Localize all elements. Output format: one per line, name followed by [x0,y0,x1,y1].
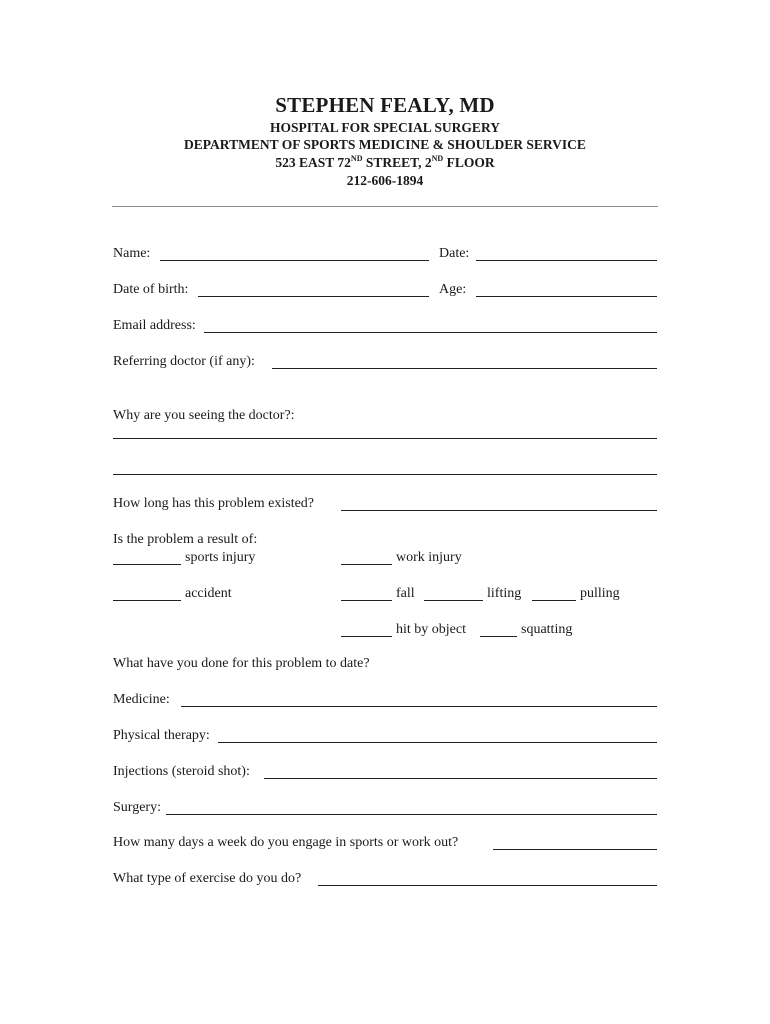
email-field[interactable] [204,332,657,333]
hit-by-object-label: hit by object [396,622,466,637]
exercise-type-label: What type of exercise do you do? [113,871,302,886]
referring-doctor-label: Referring doctor (if any): [113,354,255,369]
email-label: Email address: [113,318,196,333]
referring-doctor-field[interactable] [272,368,657,369]
accident-label: accident [185,586,232,601]
name-field[interactable] [160,260,429,261]
dob-label: Date of birth: [113,282,189,297]
exercise-type-field[interactable] [318,885,657,886]
work-injury-blank[interactable] [341,564,392,565]
address: 523 EAST 72ND STREET, 2ND FLOOR [275,154,495,170]
reason-field-line-2[interactable] [113,474,657,475]
squatting-label: squatting [521,622,573,637]
reason-field-line-1[interactable] [113,438,657,439]
medicine-field[interactable] [181,706,657,707]
injections-field[interactable] [264,778,657,779]
cause-label: Is the problem a result of: [113,532,258,547]
surgery-field[interactable] [166,814,657,815]
fall-label: fall [396,586,415,601]
medicine-label: Medicine: [113,692,170,707]
surgery-label: Surgery: [113,800,161,815]
injections-label: Injections (steroid shot): [113,764,250,779]
hospital-name: HOSPITAL FOR SPECIAL SURGERY [270,120,500,135]
squatting-blank[interactable] [480,636,517,637]
physical-therapy-field[interactable] [218,742,657,743]
header-divider [112,206,658,207]
phone-number: 212-606-1894 [346,173,424,188]
age-field[interactable] [476,296,657,297]
sports-injury-blank[interactable] [113,564,181,565]
pulling-blank[interactable] [532,600,576,601]
hit-by-object-blank[interactable] [341,636,392,637]
age-label: Age: [439,282,467,297]
doctor-name: STEPHEN FEALY, MD [275,93,495,117]
reason-label: Why are you seeing the doctor?: [113,408,295,423]
name-label: Name: [113,246,151,261]
treatment-to-date-label: What have you done for this problem to date? [113,656,370,671]
exercise-frequency-label: How many days a week do you engage in sports or work out? [113,835,459,850]
lifting-blank[interactable] [424,600,483,601]
duration-label: How long has this problem existed? [113,496,315,511]
lifting-label: lifting [487,586,522,601]
duration-field[interactable] [341,510,657,511]
physical-therapy-label: Physical therapy: [113,728,210,743]
dob-field[interactable] [198,296,429,297]
date-label: Date: [439,246,470,261]
accident-blank[interactable] [113,600,181,601]
fall-blank[interactable] [341,600,392,601]
work-injury-label: work injury [396,550,462,565]
department-name: DEPARTMENT OF SPORTS MEDICINE & SHOULDER SERVICE [184,137,586,152]
sports-injury-label: sports injury [185,550,256,565]
exercise-frequency-field[interactable] [493,849,657,850]
date-field[interactable] [476,260,657,261]
pulling-label: pulling [580,586,620,601]
